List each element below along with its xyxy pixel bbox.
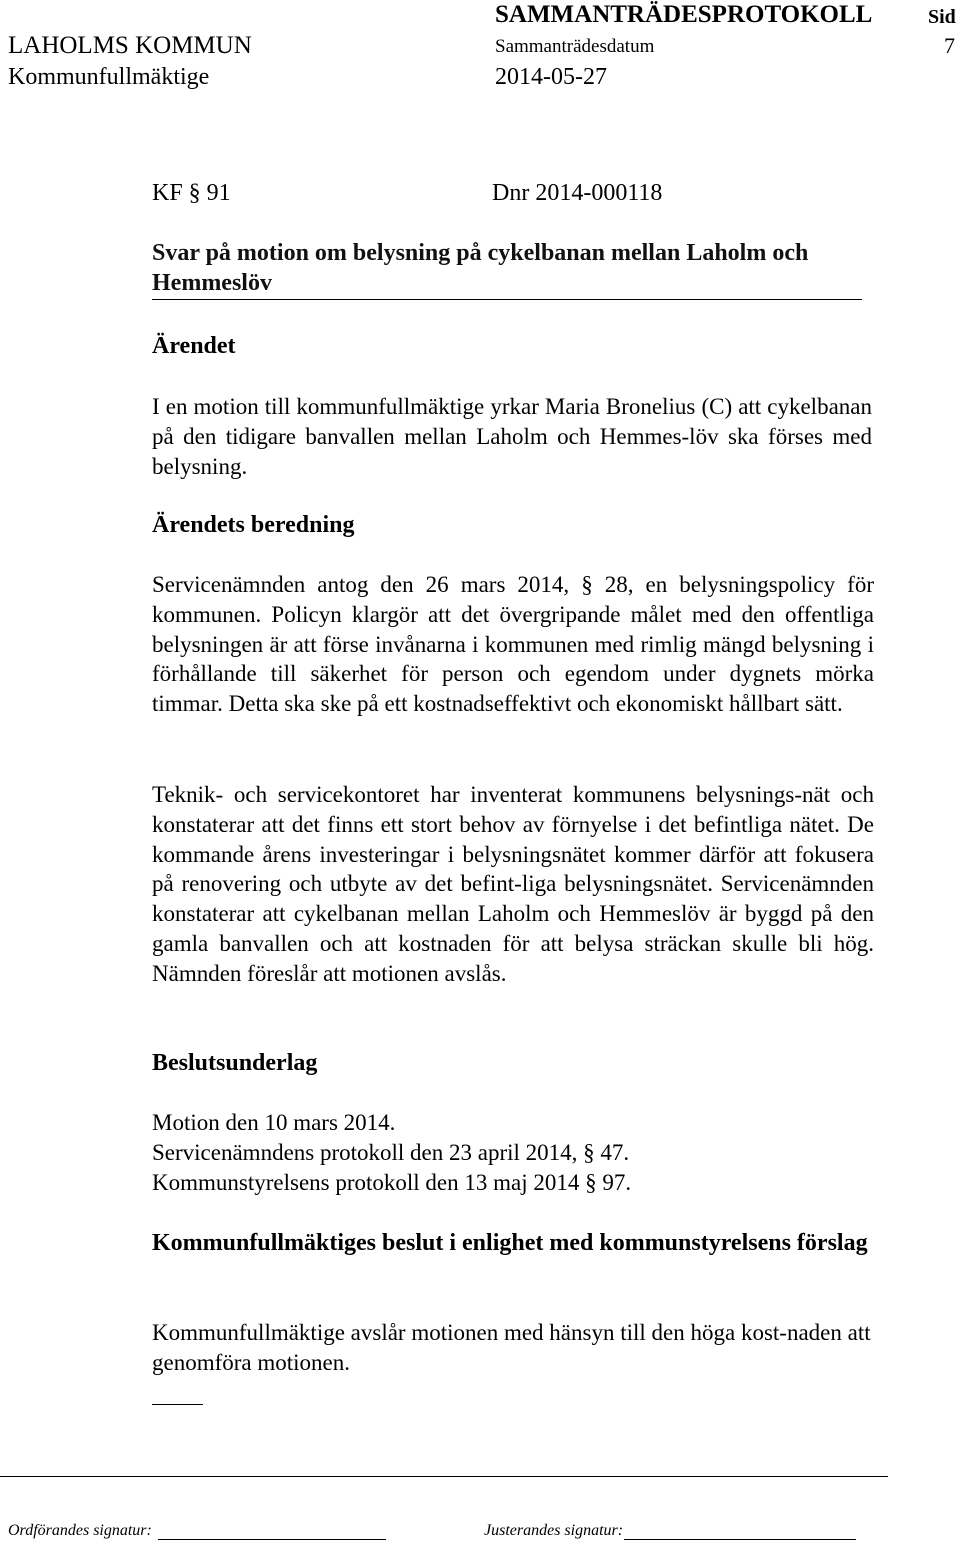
list-item: Motion den 10 mars 2014. (152, 1110, 396, 1135)
beslut-text: Kommunfullmäktige avslår motionen med hänsyn till den höga kost-naden att genomföra motionen. (152, 1320, 871, 1375)
beslut-heading: Kommunfullmäktiges beslut i enlighet med kommunstyrelsens förslag (152, 1230, 868, 1256)
title-divider (152, 299, 862, 300)
list-item: Kommunstyrelsens protokoll den 13 maj 2014 § 97. (152, 1170, 632, 1195)
adjuster-signature-label: Justerandes signatur: (484, 1522, 624, 1539)
case-title: Svar på motion om belysning på cykelbanan mellan Laholm och Hemmeslöv (152, 240, 809, 296)
diary-number: Dnr 2014-000118 (492, 180, 663, 206)
governing-body: Kommunfullmäktige (8, 64, 210, 90)
meeting-date-label: Sammanträdesdatum (495, 36, 655, 57)
beredning-heading: Ärendets beredning (152, 512, 355, 538)
paragraph-number: KF § 91 (152, 180, 231, 206)
footer-divider (0, 1476, 888, 1477)
protocol-title: SAMMANTRÄDESPROTOKOLL (495, 1, 873, 28)
adjuster-signature-line (624, 1539, 856, 1540)
chair-signature-line (158, 1539, 386, 1540)
page-label: Sid (928, 6, 956, 28)
meeting-date: 2014-05-27 (495, 64, 607, 90)
arendet-heading: Ärendet (152, 333, 236, 359)
beredning-text-2: Teknik- och servicekontoret har inventerat kommunens belysnings-nät och konstaterar att det finns ett stort behov av förnyelse i det befintliga nätet. De kommande årens investeringar i belysningsnätet kommer därför att fokusera på renovering och utbyte av det befint-liga belysningsnätet. Servicenämnden konstaterar att cykelbanan mellan Laholm och Hemmeslöv är byggd på den gamla banvallen och att kostnaden för att belysa sträckan skulle bli hög. Nämnden föreslår att motionen avslås. (152, 782, 874, 986)
end-divider (152, 1404, 203, 1405)
organization-name: LAHOLMS KOMMUN (8, 32, 252, 59)
chair-signature-label: Ordförandes signatur: (8, 1522, 152, 1539)
underlag-heading: Beslutsunderlag (152, 1050, 318, 1076)
list-item: Servicenämndens protokoll den 23 april 2014, § 47. (152, 1140, 630, 1165)
beredning-text-1: Servicenämnden antog den 26 mars 2014, § 28, en belysningspolicy för kommunen. Policyn klargör att det övergripande målet med den offentliga belysningen är att förse invånarna i kommunen med rimlig mängd belysning i förhållande till säkerhet för person och egendom under dygnets mörka timmar. Detta ska ske på ett kostnadseffektivt och ekonomiskt hållbart sätt. (152, 572, 874, 717)
underlag-list (152, 1108, 872, 1198)
page-number: 7 (944, 33, 955, 58)
arendet-text: I en motion till kommunfullmäktige yrkar Maria Bronelius (C) att cykelbanan på den tidigare banvallen mellan Laholm och Hemmes-löv ska förses med belysning. (152, 394, 872, 479)
